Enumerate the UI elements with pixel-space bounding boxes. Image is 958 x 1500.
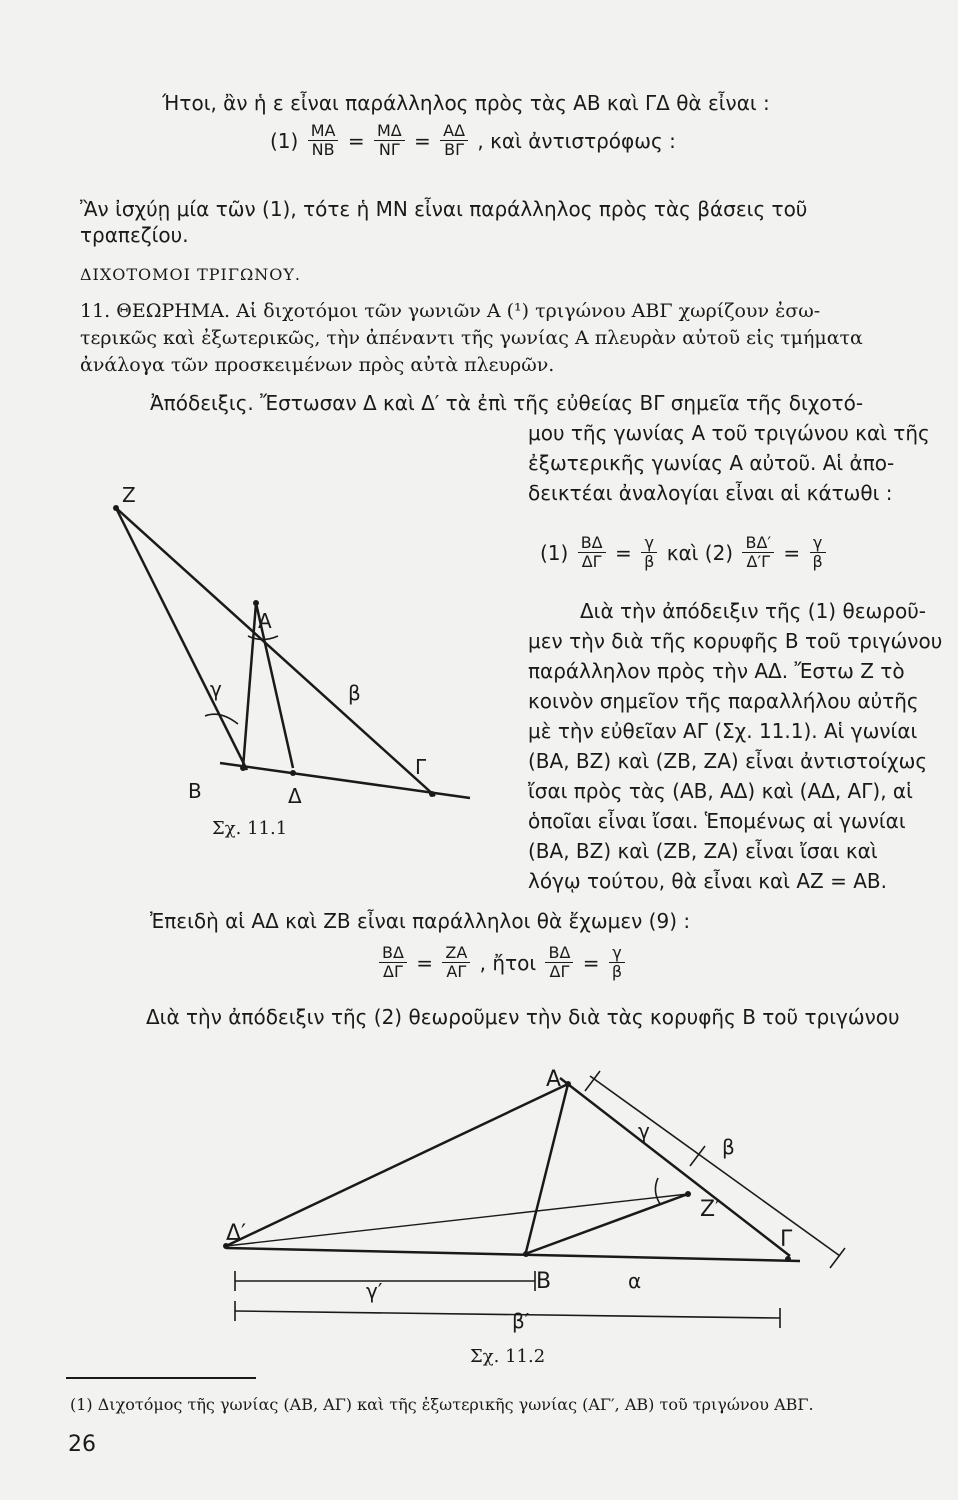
line-zg: [116, 508, 435, 796]
label-alpha: α: [628, 1269, 642, 1293]
proof-line: ὁποῖαι εἶναι ἴσαι. Ἑπομένως αἱ γωνίαι: [528, 809, 906, 833]
footnote-rule: [66, 1377, 256, 1379]
proof-line: ἴσαι πρὸς τὰς (ΑΒ, ΑΔ) καὶ (ΑΔ, ΑΓ), αἱ: [528, 779, 913, 803]
label-betap: β′: [512, 1309, 530, 1333]
equation-1: (1) $\frac{MA}{NB}$ = $\frac{M\Delta}{N\Gamma}$ = $\frac{A\Delta}{B\Gamma}$ , καὶ ἀντιστρόφως :: [270, 121, 676, 159]
figure-caption: Σχ. 11.2: [470, 1346, 546, 1367]
line-zb: [116, 508, 247, 770]
proof-line: (ΒΑ, ΒΖ) καὶ (ΖΒ, ΖΑ) εἶναι ἀντιστοίχως: [528, 749, 928, 773]
theorem-line: 11. ΘΕΩΡΗΜΑ. Αἱ διχοτόμοι τῶν γωνιῶν Α (¹) τριγώνου ΑΒΓ χωρίζουν ἐσω-: [80, 300, 821, 322]
side-ab: [525, 1084, 568, 1256]
proof-line: Ἀπόδειξις. Ἔστωσαν Δ καὶ Δ′ τὰ ἐπὶ τῆς εὐθείας ΒΓ σημεῖα τῆς διχοτό-: [150, 391, 864, 415]
line-dg: [226, 1248, 800, 1261]
label-gamma: γ: [638, 1119, 650, 1143]
fraction: $\frac{MA}{NB}$: [308, 122, 339, 159]
text-line: Ήτοι, ἂν ἡ ε εἶναι παράλληλος πρὸς τὰς ΑΒ καὶ ΓΔ θὰ εἶναι :: [162, 91, 770, 115]
fraction: $\frac{M\Delta}{N\Gamma}$: [374, 122, 405, 159]
theorem-line: ἀνάλογα τῶν προσκειμένων πρὸς αὐτὰ πλευρῶν.: [80, 354, 555, 376]
proof-line: μεν τὴν διὰ τῆς κορυφῆς Β τοῦ τριγώνου: [528, 629, 943, 653]
label-b: B: [188, 779, 202, 803]
eq-tag: (1): [270, 128, 299, 153]
proof-line: κοινὸν σημεῖον τῆς παραλλήλου αὐτῆς: [528, 689, 919, 713]
label-delta: Δ: [288, 784, 302, 808]
label-a: A: [258, 609, 272, 633]
proof-line: παράλληλον πρὸς τὴν ΑΔ. Ἔστω Ζ τὸ: [528, 659, 905, 683]
text-line: τραπεζίου.: [80, 223, 189, 247]
points: [223, 1081, 791, 1262]
label-gamma-vertex: Γ: [415, 755, 427, 779]
label-dp: Δ′: [226, 1221, 247, 1246]
proof-line: Ἐπειδὴ αἱ ΑΔ καὶ ΖΒ εἶναι παράλληλοι θὰ ἔχωμεν (9) :: [150, 909, 691, 933]
label-gamma-vertex: Γ: [780, 1227, 793, 1252]
dim-line-betap: [235, 1311, 780, 1318]
ext-bisector: [226, 1084, 568, 1246]
equation-2: (1) $\frac{B\Delta}{\Delta\Gamma}$ = $\frac{\gamma}{\beta}$ καὶ (2) $\frac{B\Delta'}{\Delta'\Gamma}$ = $\frac{\gamma}{\beta}$: [540, 534, 829, 571]
proof-line: (ΒΑ, ΒΖ) καὶ (ΖΒ, ΖΑ) εἶναι ἴσαι καὶ: [528, 839, 878, 863]
section-heading: ΔΙΧΟΤΟΜΟΙ ΤΡΙΓΩΝΟΥ.: [80, 265, 301, 284]
angle-arc-z: [655, 1178, 660, 1204]
label-beta: β: [722, 1135, 735, 1159]
dim-line-upper: [590, 1076, 840, 1256]
page-number: 26: [68, 1432, 96, 1457]
proof-line: μου τῆς γωνίας Α τοῦ τριγώνου καὶ τῆς: [528, 421, 930, 445]
label-gamma: γ: [210, 677, 222, 701]
eq-tail: , καὶ ἀντιστρόφως :: [477, 128, 676, 153]
equation-3: $\frac{B\Delta}{\Delta\Gamma}$ = $\frac{ZA}{A\Gamma}$ , ἤτοι $\frac{B\Delta}{\Delta\Gamma}$ = $\frac{\gamma}{\beta}$: [376, 944, 628, 981]
proof-line: Διὰ τὴν ἀπόδειξιν τῆς (1) θεωροῦ-: [580, 599, 926, 623]
label-b: B: [536, 1269, 552, 1294]
proof-line: Διὰ τὴν ἀπόδειξιν τῆς (2) θεωροῦμεν τὴν διὰ τὰς κορυφῆς Β τοῦ τριγώνου: [146, 1005, 900, 1029]
proof-line: ἐξωτερικῆς γωνίας Α αὐτοῦ. Αἱ ἀπο-: [528, 451, 895, 475]
proof-line: λόγῳ τούτου, θὰ εἶναι καὶ ΑΖ = ΑΒ.: [528, 869, 887, 893]
footnote: (1) Διχοτόμος τῆς γωνίας (ΑΒ, ΑΓ) καὶ τῆς ἐξωτερικῆς γωνίας (ΑΓ′, ΑΒ) τοῦ τριγώνου ΑΒΓ.: [70, 1395, 814, 1414]
figure-11-1: [80, 478, 480, 823]
label-a: A: [546, 1067, 562, 1092]
figure-caption: Σχ. 11.1: [212, 818, 288, 839]
label-z: Z: [122, 483, 136, 507]
figure-11-2: [190, 1056, 870, 1346]
proof-line: δεικτέαι ἀναλογίαι εἶναι αἱ κάτωθι :: [528, 481, 893, 505]
label-zp: Z′: [700, 1197, 721, 1222]
label-beta: β: [348, 681, 361, 705]
label-gammap: γ′: [366, 1279, 383, 1303]
theorem-line: τερικῶς καὶ ἐξωτερικῶς, τὴν ἀπέναντι τῆς γωνίας Α πλευρὰν αὐτοῦ εἰς τμήματα: [80, 327, 863, 349]
fraction: $\frac{A\Delta}{B\Gamma}$: [440, 122, 468, 159]
proof-line: μὲ τὴν εὐθεῖαν ΑΓ (Σχ. 11.1). Αἱ γωνίαι: [528, 719, 918, 743]
text-line: Ἂν ἰσχύῃ μία τῶν (1), τότε ἡ ΜΝ εἶναι παράλληλος πρὸς τὰς βάσεις τοῦ: [80, 197, 808, 221]
